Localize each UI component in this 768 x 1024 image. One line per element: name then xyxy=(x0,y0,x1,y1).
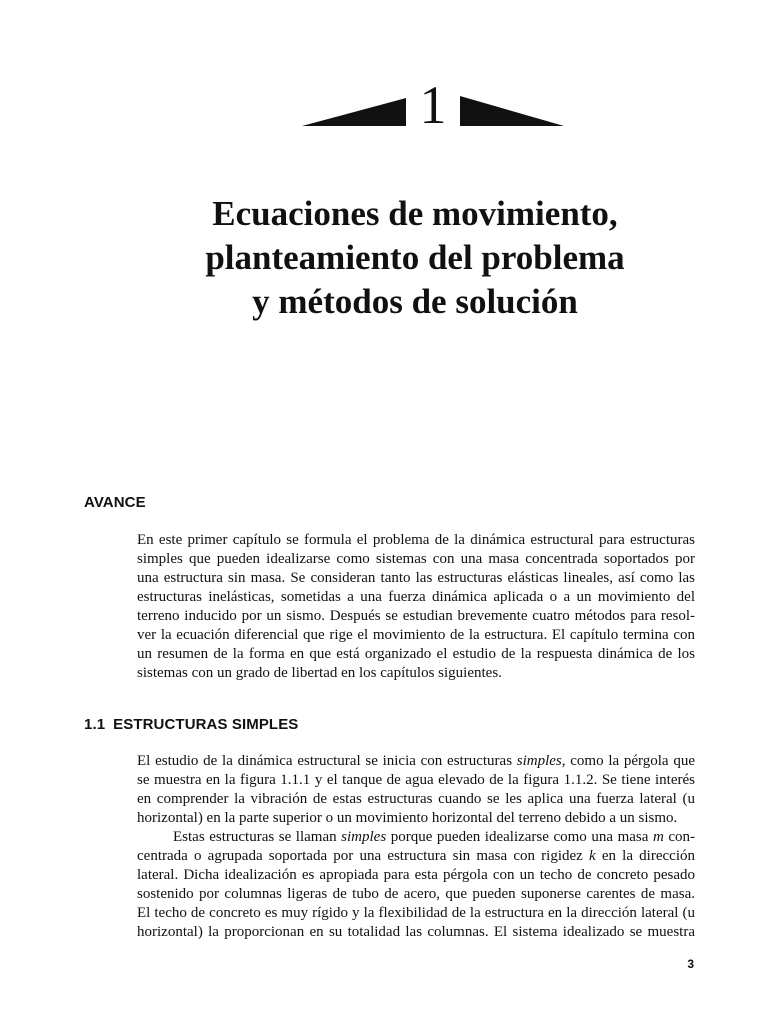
text-run: Estas estructuras se llaman xyxy=(173,829,342,845)
text-line: un resumen de la forma en que está organizado el estudio de la respuesta dinámica de los xyxy=(137,646,695,662)
page-number: 3 xyxy=(687,957,694,971)
text-line: ver la ecuación diferencial que rige el movimiento de la estructura. El capítulo termina con xyxy=(137,627,695,643)
text-line: sistemas con un grado de libertad en los capítulos siguientes. xyxy=(137,665,502,681)
chapter-title-line: Ecuaciones de movimiento, xyxy=(212,194,618,233)
estructuras-simples-body xyxy=(137,752,695,942)
text-run: con- xyxy=(663,829,696,845)
text-run: porque pueden idealizarse como una masa xyxy=(386,829,653,845)
section-title: ESTRUCTURAS SIMPLES xyxy=(113,716,299,733)
avance-paragraph xyxy=(137,531,695,683)
text-line xyxy=(137,847,695,866)
right-wedge-shape xyxy=(460,96,564,126)
text-line xyxy=(137,828,695,847)
text-run: centrada o agrupada soportada por una estructura sin masa con rigidez xyxy=(137,848,589,864)
chapter-number: 1 xyxy=(419,75,447,135)
emphasis-run: simples xyxy=(516,753,562,769)
math-symbol-m: m xyxy=(652,829,664,845)
text-line: En este primer capítulo se formula el problema de la dinámica estructural para estructuras xyxy=(137,532,695,548)
chapter-title xyxy=(160,192,670,324)
section-number: 1.1 xyxy=(84,716,106,733)
section-heading-avance: AVANCE xyxy=(84,494,146,511)
math-symbol-k: k xyxy=(588,848,596,864)
section-heading-estructuras-simples xyxy=(84,716,298,734)
chapter-title-line: planteamiento del problema xyxy=(205,238,625,277)
text-line: estructuras inelásticas, sometidas a una fuerza dinámica aplicada o a un movimiento del xyxy=(137,589,695,605)
text-run: en la dirección xyxy=(595,848,695,864)
text-line: una estructura sin masa. Se consideran tanto las estructuras elásticas lineales, así como las xyxy=(137,570,695,586)
text-line: en comprender la vibración de estas estructuras cuando se les aplica una fuerza lateral (u xyxy=(137,791,695,807)
text-run: El estudio de la dinámica estructural se inicia con estructuras xyxy=(137,753,517,769)
text-line: horizontal) la proporcionan en su totalidad las columnas. El sistema idealizado se muestra xyxy=(137,924,695,940)
text-run: , como la pérgola que xyxy=(561,753,695,769)
chapter-title-line: y métodos de solución xyxy=(252,282,578,321)
text-line: simples que pueden idealizarse como sistemas con una masa concentrada soportados por xyxy=(137,551,695,567)
left-wedge-shape xyxy=(302,98,406,126)
text-line: se muestra en la figura 1.1.1 y el tanque de agua elevado de la figura 1.1.2. Se tiene interés xyxy=(137,772,695,788)
text-line: lateral. Dicha idealización es apropiada para esta pérgola con un techo de concreto pesado xyxy=(137,867,695,883)
text-line: terreno inducido por un sismo. Después se estudian brevemente cuatro métodos para resol- xyxy=(137,608,695,624)
text-line: sostenido por columnas ligeras de tubo de acero, que pueden suponerse carentes de masa. xyxy=(137,886,695,902)
text-line: El techo de concreto es muy rígido y la flexibilidad de la estructura en la dirección lateral (u xyxy=(137,905,695,921)
emphasis-run: simples xyxy=(341,829,387,845)
text-line xyxy=(137,752,695,771)
text-line: horizontal) en la parte superior o un movimiento horizontal del terreno debido a un sismo. xyxy=(137,810,678,826)
